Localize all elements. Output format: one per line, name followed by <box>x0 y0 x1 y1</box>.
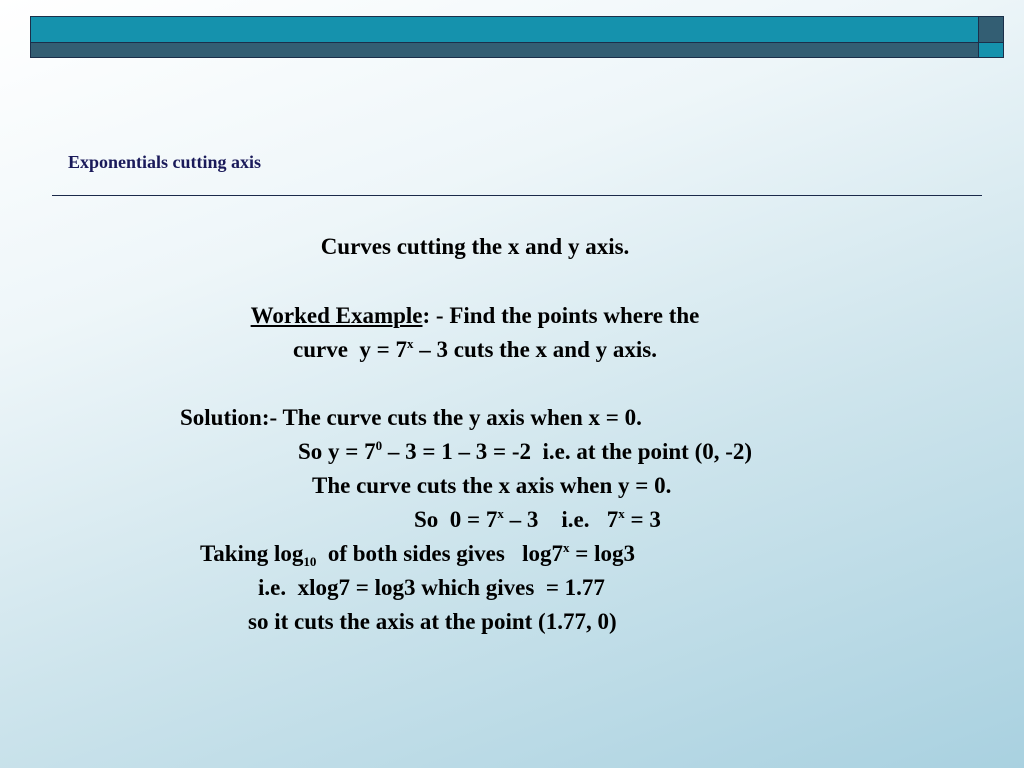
solution-line-5-c: = log3 <box>569 541 635 566</box>
question-prefix: curve y = 7 <box>293 337 408 362</box>
solution-line-5-exponent: x <box>562 540 570 555</box>
slide-title: Exponentials cutting axis <box>68 152 262 172</box>
solution-line-2-suffix: – 3 = 1 – 3 = -2 i.e. at the point (0, -2) <box>382 439 753 464</box>
solution-line-4-a: So 0 = 7 <box>414 507 498 532</box>
header-bar-top <box>30 16 979 43</box>
solution-line-4-b: – 3 i.e. 7 <box>503 507 619 532</box>
solution-line-4-c: = 3 <box>624 507 661 532</box>
solution-line-2-prefix: So y = 7 <box>298 439 376 464</box>
worked-example-line <box>0 299 950 333</box>
solution-line-4-exponent-2: x <box>618 506 625 521</box>
title-divider <box>52 195 982 196</box>
solution-line-4 <box>414 503 661 537</box>
solution-line-6: i.e. xlog7 = log3 which gives = 1.77 <box>258 575 605 600</box>
header-bar-bottom <box>30 42 979 58</box>
solution-line-5 <box>200 537 635 571</box>
question-exponent: x <box>407 336 414 351</box>
solution-line-7: so it cuts the axis at the point (1.77, 0) <box>248 609 617 634</box>
solution-line-5-subscript: 10 <box>303 554 317 569</box>
solution-line-2 <box>298 435 752 469</box>
worked-example-intro: : - Find the points where the <box>422 303 700 328</box>
solution-line-3: The curve cuts the x axis when y = 0. <box>312 473 672 498</box>
header-bar-bottom-cap <box>978 42 1004 58</box>
solution-line-4-exponent-1: x <box>497 506 504 521</box>
solution-line-1: Solution:- The curve cuts the y axis when x = 0. <box>180 405 642 430</box>
question-suffix: – 3 cuts the x and y axis. <box>413 337 657 362</box>
header-bar-top-cap <box>978 16 1004 43</box>
question-line <box>0 333 950 367</box>
solution-line-5-a: Taking log <box>200 541 304 566</box>
solution-line-2-exponent: 0 <box>375 438 383 453</box>
worked-example-label: Worked Example <box>250 303 423 328</box>
heading-line: Curves cutting the x and y axis. <box>320 234 630 259</box>
solution-line-5-b: of both sides gives log7 <box>316 541 563 566</box>
